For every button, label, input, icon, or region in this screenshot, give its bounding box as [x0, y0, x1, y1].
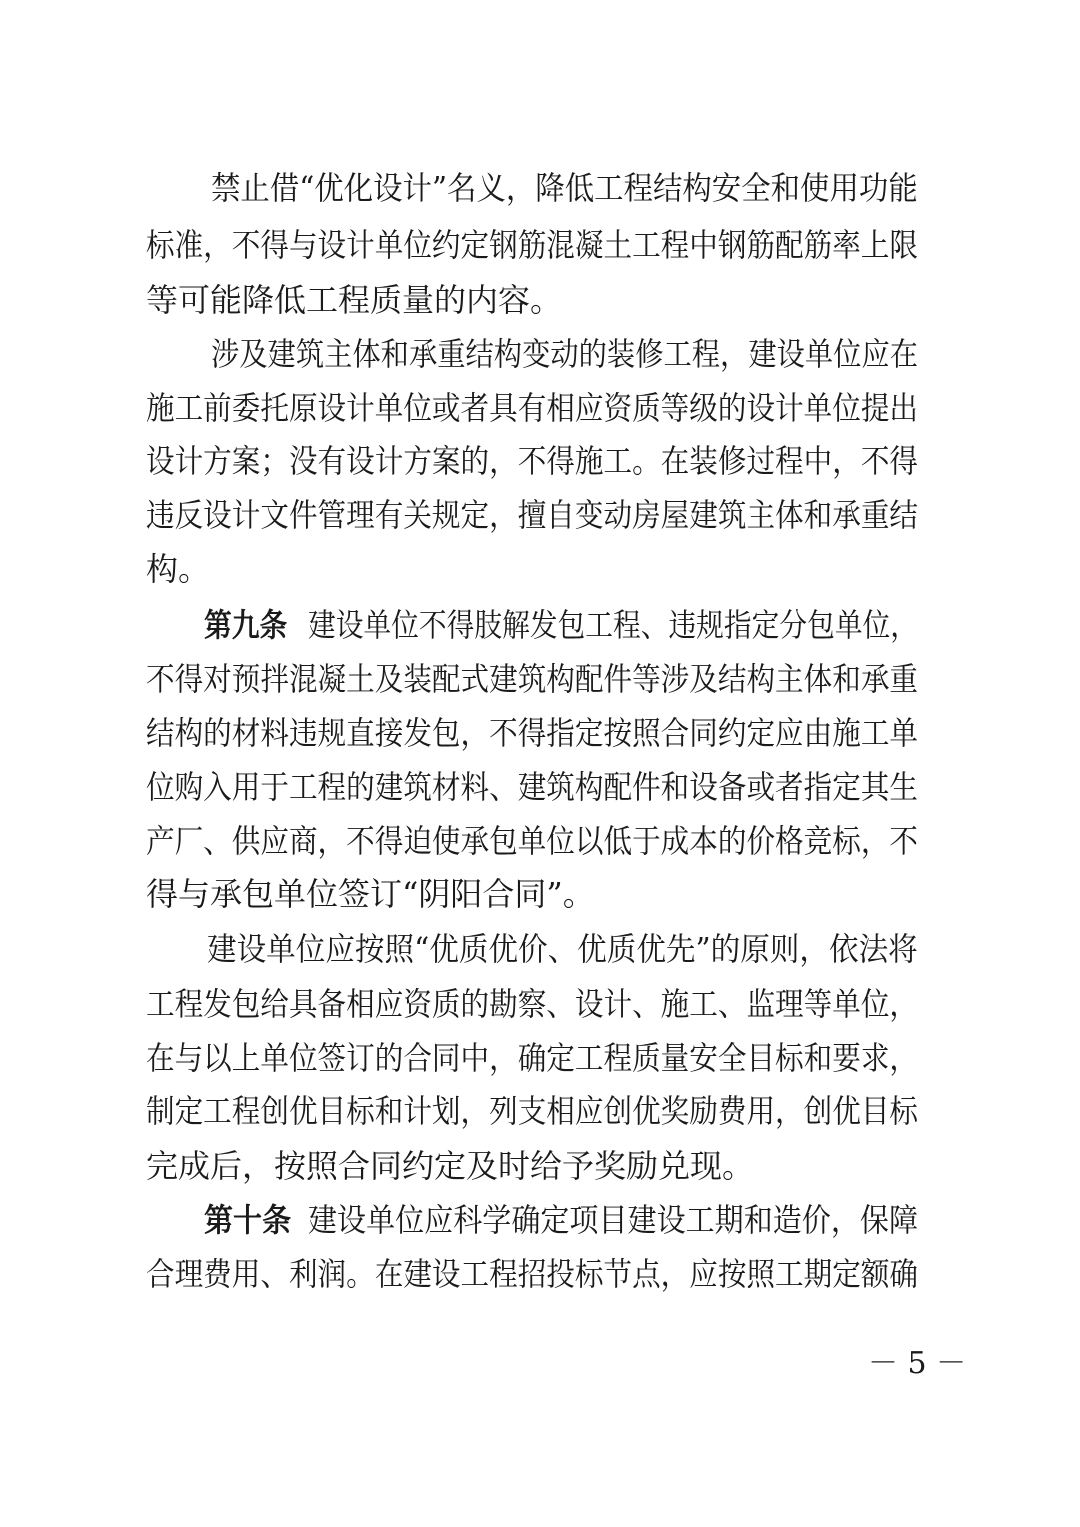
paragraph-3-line-2	[0, 651, 1080, 707]
paragraph-3-line-1	[0, 597, 1080, 653]
paragraph-3-line-5	[0, 813, 1080, 869]
paragraph-4-line-1	[0, 921, 1080, 977]
body-text: 标准，不得与设计单位约定钢筋混凝土工程中钢筋配筋率上限	[146, 226, 919, 264]
paragraph-5-line-2	[0, 1246, 1080, 1302]
body-text: 构。	[146, 550, 211, 588]
body-text: 结构的材料违规直接发包，不得指定按照合同约定应由施工单	[146, 714, 919, 752]
body-text: 涉及建筑主体和承重结构变动的装修工程，建设单位应在	[211, 335, 919, 373]
article-heading: 第九条	[204, 606, 288, 644]
body-text: 施工前委托原设计单位或者具有相应资质等级的设计单位提出	[146, 389, 919, 427]
body-text: 制定工程创优目标和计划，列支相应创优奖励费用，创优目标	[146, 1092, 919, 1130]
paragraph-4-line-3	[0, 1030, 1080, 1086]
article-heading: 第十条	[204, 1201, 292, 1239]
paragraph-2-line-1	[0, 326, 1080, 382]
body-text: 完成后，按照合同约定及时给予奖励兑现。	[146, 1147, 755, 1185]
paragraph-1-line-2	[0, 217, 1080, 273]
body-text: 违反设计文件管理有关规定，擅自变动房屋建筑主体和承重结	[146, 496, 919, 534]
paragraph-4-line-2	[0, 976, 1080, 1032]
paragraph-2-line-5	[0, 541, 1080, 597]
paragraph-1-line-1	[0, 160, 1080, 216]
paragraph-3-line-3	[0, 705, 1080, 761]
body-text: 得与承包单位签订“阴阳合同”。	[146, 875, 595, 913]
body-text: 位购入用于工程的建筑材料、建筑构配件和设备或者指定其生	[146, 768, 919, 806]
body-text: 合理费用、利润。在建设工程招投标节点，应按照工期定额确	[146, 1255, 919, 1293]
body-text: 建设单位不得肢解发包工程、违规指定分包单位，	[308, 606, 919, 644]
body-text: 设计方案；没有设计方案的，不得施工。在装修过程中，不得	[146, 442, 919, 480]
paragraph-3-line-6	[0, 866, 1080, 922]
body-text: 工程发包给具备相应资质的勘察、设计、施工、监理等单位，	[146, 985, 919, 1023]
body-text: 不得对预拌混凝土及装配式建筑构配件等涉及结构主体和承重	[146, 660, 919, 698]
paragraph-5-line-1	[0, 1192, 1080, 1248]
body-text: 禁止借“优化设计”名义，降低工程结构安全和使用功能	[211, 169, 918, 207]
body-text: 等可能降低工程质量的内容。	[146, 281, 563, 319]
paragraph-4-line-4	[0, 1083, 1080, 1139]
page-number: － 5 －	[868, 1346, 967, 1381]
body-text: 产厂、供应商，不得迫使承包单位以低于成本的价格竞标，不	[146, 822, 919, 860]
paragraph-2-line-3	[0, 433, 1080, 489]
paragraph-3-line-4	[0, 759, 1080, 815]
paragraph-2-line-2	[0, 380, 1080, 436]
body-text: 在与以上单位签订的合同中，确定工程质量安全目标和要求，	[146, 1039, 919, 1077]
paragraph-1-line-3	[0, 272, 1080, 328]
body-text: 建设单位应科学确定项目建设工期和造价，保障	[308, 1201, 919, 1239]
paragraph-2-line-4	[0, 487, 1080, 543]
paragraph-4-line-5	[0, 1138, 1080, 1194]
body-text: 建设单位应按照“优质优价、优质优先”的原则，依法将	[207, 930, 918, 968]
